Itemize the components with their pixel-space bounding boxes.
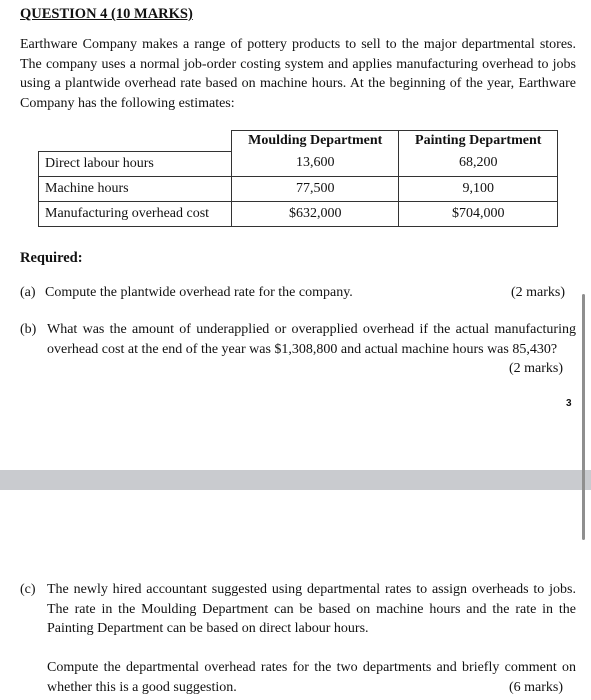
row-label: Manufacturing overhead cost: [39, 201, 232, 226]
page-number: 3: [566, 398, 572, 409]
table-row: [39, 201, 558, 226]
moulding-value: 13,600: [232, 151, 399, 176]
question-title: QUESTION 4 (10 MARKS): [20, 6, 193, 22]
question-a: [20, 283, 565, 303]
question-c: [20, 580, 576, 639]
intro-paragraph: Earthware Company makes a range of pottery products to sell to the major departmental stores. The company uses a normal job-order costing system and applies manufacturing overhead to jobs using a plantwide overhead rate based on machine hours. At the beginning of the year, Earthware Company has the following estimates:: [20, 37, 576, 111]
question-c-task-text: Compute the departmental overhead rates for the two departments and briefly comment on whether this is a good suggestion.: [47, 660, 576, 695]
question-b-marks: (2 marks): [508, 361, 563, 376]
question-a-text: Compute the plantwide overhead rate for the company.: [45, 285, 353, 300]
question-c-task: [47, 658, 576, 697]
scrollbar[interactable]: [582, 294, 585, 540]
row-label: Machine hours: [39, 176, 232, 201]
moulding-value: $632,000: [232, 201, 399, 226]
table-header-blank: [39, 131, 232, 152]
moulding-value: 77,500: [232, 176, 399, 201]
painting-value: $704,000: [399, 201, 558, 226]
estimates-table: [38, 130, 558, 227]
page-divider: [0, 470, 591, 490]
question-b: [20, 320, 576, 379]
required-heading: Required:: [20, 250, 83, 266]
question-b-letter: (b): [20, 322, 37, 337]
header-moulding: Moulding Department: [232, 131, 399, 152]
painting-value: 68,200: [399, 151, 558, 176]
table-header-row: [39, 131, 558, 152]
question-a-marks: (2 marks): [510, 285, 565, 300]
question-c-marks: (6 marks): [508, 679, 563, 695]
row-label: Direct labour hours: [39, 151, 232, 176]
question-a-letter: (a): [20, 285, 36, 300]
header-painting: Painting Department: [399, 131, 558, 152]
question-b-text: What was the amount of underapplied or overapplied overhead if the actual manufacturing overhead cost at the end of the year was $1,308,800 and actual machine hours was 85,430?: [47, 322, 576, 357]
question-c-text: The newly hired accountant suggested using departmental rates to assign overheads to jobs. The rate in the Moulding Department can be based on machine hours and the rate in the Painting Department can be based on direct labour hours.: [47, 582, 576, 636]
question-c-letter: (c): [20, 582, 36, 597]
painting-value: 9,100: [399, 176, 558, 201]
table-row: [39, 151, 558, 176]
table-row: [39, 176, 558, 201]
